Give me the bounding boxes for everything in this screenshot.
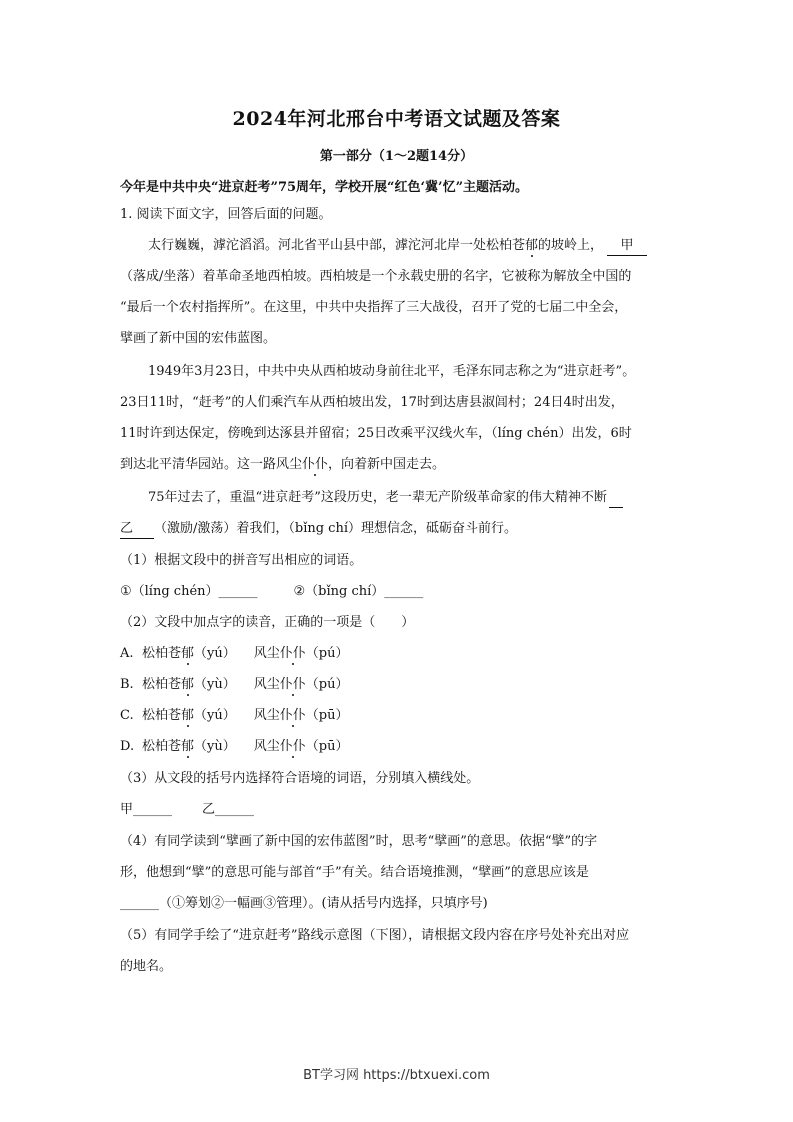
p1-line2: （落成/坐落）着革命圣地西柏坡。西柏坡是一个永载史册的名字，它被称为解放全中国的	[120, 269, 632, 284]
q1-stem: 1. 阅读下面文字，回答后面的问题。	[120, 207, 332, 222]
sub4-line2: 形，他想到“擘”的意思可能与部首“手”有关。结合语境推测，“擘画”的意思应该是	[120, 865, 589, 880]
sub2-stem: （2）文段中加点字的读音，正确的一项是（ ）	[120, 615, 415, 630]
blank-jia: 甲	[607, 237, 647, 256]
p3-line1: 75年过去了，重温“进京赶考”这段历史，老一辈无产阶级革命家的伟大精神不断	[148, 489, 623, 508]
part-heading: 第一部分（1～2题14分）	[319, 149, 474, 164]
sub1-stem: （1）根据文段中的拼音写出相应的词语。	[120, 553, 363, 568]
sub5-line1: （5）有同学手绘了“进京赶考”路线示意图（下图），请根据文段内容在序号处补充出对应	[120, 928, 630, 943]
sub1-answers	[120, 583, 423, 601]
sub3-b: 乙______	[202, 802, 255, 817]
page-title: 2024年河北邢台中考语文试题及答案	[232, 108, 561, 130]
p2-line1: 1949年3月23日，中共中央从西柏坡动身前往北平，毛泽东同志称之为“进京赶考”。	[148, 364, 636, 379]
sub1-b: ②（bǐng chí）______	[293, 584, 424, 599]
intro-text: 今年是中共中央“进京赶考”75周年，学校开展“红色‘冀’忆”主题活动。	[120, 180, 529, 195]
sub4-line3: ______（①筹划②一幅画③管理）。(请从括号内选择，只填序号)	[120, 896, 488, 911]
footer-watermark: BT学习网 https://btxuexi.com	[303, 1068, 490, 1083]
p1-line4: 擘画了新中国的宏伟蓝图。	[120, 331, 277, 346]
option-a: A. 松柏苍郁（yú） 风尘仆仆（pú）	[120, 646, 349, 661]
option-d: D. 松柏苍郁（yù） 风尘仆仆（pū）	[120, 739, 349, 754]
option-c: C. 松柏苍郁（yú） 风尘仆仆（pū）	[120, 708, 349, 723]
sub3-stem: （3）从文段的括号内选择符合语境的词语，分别填入横线处。	[120, 771, 480, 786]
p1-line3: “最后一个农村指挥所”。在这里，中共中央指挥了三大战役，召开了党的七届二中全会，	[120, 300, 628, 315]
p2-line3: 11时许到达保定，傍晚到达涿县并留宿；25日改乘平汉线火车，（líng chén）出发，6时	[120, 426, 632, 441]
option-b: B. 松柏苍郁（yù） 风尘仆仆（pú）	[120, 677, 349, 692]
sub1-a: ①（líng chén）______	[120, 584, 258, 599]
sub3-answers	[120, 801, 254, 819]
dotted-chars: 仆仆	[302, 457, 329, 472]
p1-line1: 太行巍巍，滹沱滔滔。河北省平山县中部，滹沱河北岸一处松柏苍郁的坡岭上， 甲	[148, 237, 647, 256]
p3-line2: 乙 （激励/激荡）着我们，（bǐng chí）理想信念，砥砺奋斗前行。	[120, 520, 517, 539]
p2-line4: 到达北平清华园站。这一路风尘仆仆，向着新中国走去。	[120, 457, 446, 472]
p2-line2: 23日11时，“赶考”的人们乘汽车从西柏坡出发，17时到达唐县淑闾村；24日4时出发，	[120, 395, 624, 410]
dotted-char: 郁	[525, 238, 539, 253]
sub3-a: 甲______	[120, 802, 173, 817]
blank-yi: 乙	[120, 520, 154, 539]
sub4-line1: （4）有同学读到“擘画了新中国的宏伟蓝图”时，思考“擘画”的意思。依据“擘”的字	[120, 834, 598, 849]
sub5-line2: 的地名。	[120, 959, 173, 974]
